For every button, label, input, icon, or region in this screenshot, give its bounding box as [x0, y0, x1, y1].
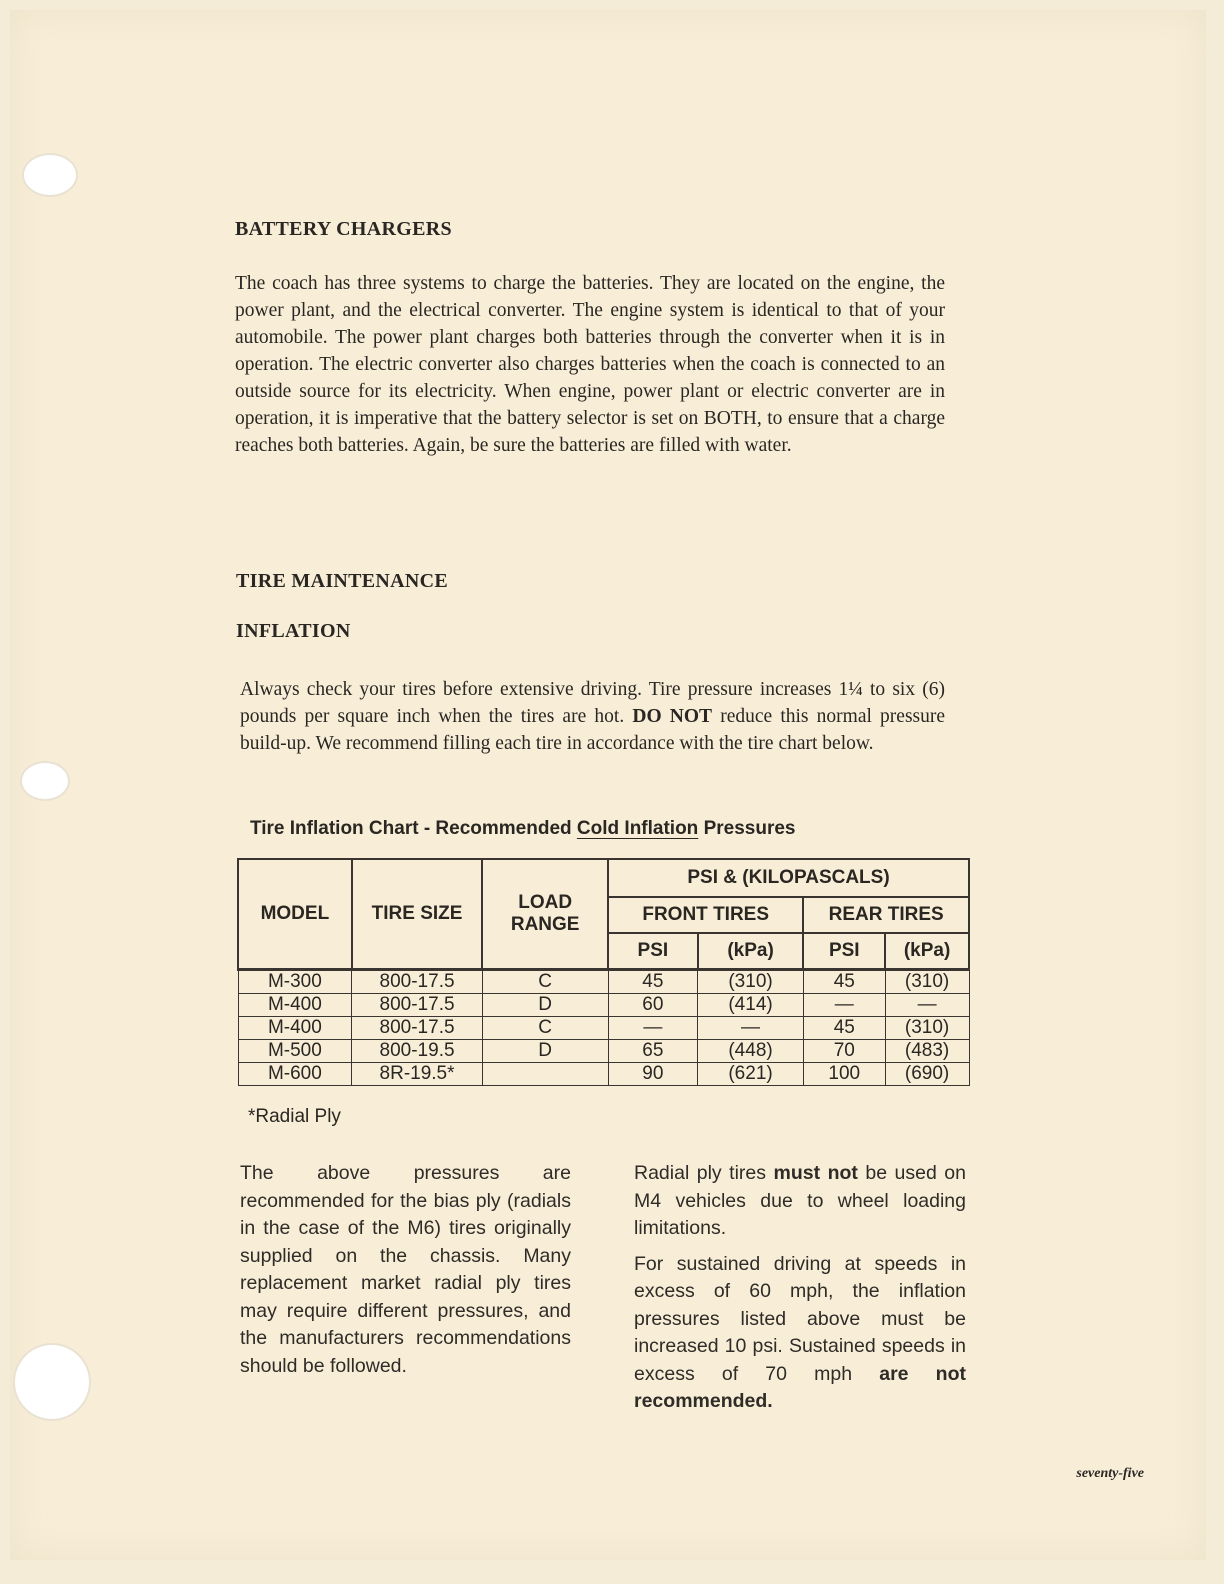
table-footnote: *Radial Ply	[248, 1106, 341, 1127]
cell-rear-kpa: (310)	[885, 970, 969, 994]
cell-load: D	[482, 994, 608, 1017]
cell-rear-psi: 70	[803, 1040, 885, 1063]
punch-hole-bottom	[15, 1345, 89, 1419]
cell-size: 800-17.5	[352, 970, 483, 994]
chart-title-part1: Tire Inflation Chart - Recommended	[250, 818, 572, 839]
inflation-body	[240, 676, 945, 757]
radial-note-part2: be used on M4 vehicles due to wheel loading limitations.	[634, 1162, 966, 1239]
cell-rear-kpa: —	[885, 994, 969, 1017]
radial-note-emphasis: must not	[773, 1162, 858, 1184]
battery-chargers-heading: BATTERY CHARGERS	[235, 218, 452, 240]
cell-front-psi: 90	[608, 1063, 698, 1086]
inflation-body-part1: Always check your tires before extensive driving. Tire pressure increases 1¼ to six (6) pounds per square inch when the tires are hot.	[240, 679, 945, 727]
speed-note-text: For sustained driving at speeds in excess of 60 mph, the inflation pressures listed above must be increased 10 psi. Sustained speeds in excess of 70 mph	[634, 1252, 966, 1385]
header-rear-kpa: (kPa)	[885, 933, 969, 970]
cell-rear-kpa: (310)	[885, 1017, 969, 1040]
table-row	[238, 994, 969, 1017]
page-sheet	[10, 10, 1206, 1560]
inflation-body-part2: reduce this normal pressure build-up. We recommend filling each tire in accordance with the tire chart below.	[240, 706, 946, 754]
cell-load: C	[482, 970, 608, 994]
table-row	[238, 1040, 969, 1063]
page-number: seventy-five	[1076, 1466, 1144, 1481]
cell-size: 800-17.5	[352, 994, 483, 1017]
cell-rear-psi: 100	[803, 1063, 885, 1086]
cell-load: D	[482, 1040, 608, 1063]
header-front-kpa: (kPa)	[698, 933, 804, 970]
cell-front-kpa: (448)	[698, 1040, 804, 1063]
chart-title-underlined: Cold Inflation	[576, 818, 699, 839]
notes-right-paragraph-2	[634, 1251, 966, 1416]
cell-model: M-400	[238, 1017, 352, 1040]
header-model: MODEL	[238, 859, 352, 970]
punch-hole-top	[24, 155, 76, 195]
cell-front-psi: 65	[608, 1040, 698, 1063]
notes-right-paragraph-1	[634, 1160, 966, 1243]
tire-maintenance-heading: TIRE MAINTENANCE	[236, 570, 449, 592]
inflation-body-emphasis: DO NOT	[632, 706, 713, 727]
speed-note-emphasis: are not recommended.	[634, 1362, 966, 1412]
cell-model: M-400	[238, 994, 352, 1017]
header-load-range: LOAD RANGE	[482, 859, 608, 970]
cell-rear-kpa: (483)	[885, 1040, 969, 1063]
cell-load	[482, 1063, 608, 1086]
chart-title	[250, 818, 795, 840]
cell-rear-psi: —	[803, 994, 885, 1017]
tire-inflation-table	[237, 858, 970, 1086]
table-row	[238, 1017, 969, 1040]
battery-chargers-body: The coach has three systems to charge the batteries. They are located on the engine, the power plant, and the electrical converter. The engine system is identical to that of your automobile. The power plant charges both batteries through the converter when it is in operation. The electric converter also charges batteries when the coach is connected to an outside source for its electricity. When engine, power plant or electric converter are in operation, it is imperative that the battery selector is set on BOTH, to ensure that a charge reaches both batteries. Again, be sure the batteries are filled with water.	[235, 273, 945, 456]
punch-hole-middle	[22, 763, 68, 799]
cell-size: 800-19.5	[352, 1040, 483, 1063]
cell-model: M-300	[238, 970, 352, 994]
header-front-tires: FRONT TIRES	[608, 897, 803, 933]
cell-front-kpa: (414)	[698, 994, 804, 1017]
radial-note-part1: Radial ply tires	[634, 1162, 767, 1184]
chart-title-part2: Pressures	[703, 818, 796, 839]
table-row	[238, 1063, 969, 1086]
cell-rear-psi: 45	[803, 970, 885, 994]
cell-size: 8R-19.5*	[352, 1063, 483, 1086]
cell-front-kpa: (621)	[698, 1063, 804, 1086]
cell-rear-kpa: (690)	[885, 1063, 969, 1086]
header-rear-tires: REAR TIRES	[803, 897, 969, 933]
inflation-subheading: INFLATION	[236, 620, 351, 642]
cell-front-kpa: (310)	[698, 970, 804, 994]
notes-right-column	[634, 1160, 966, 1424]
table-row	[238, 970, 969, 994]
header-tire-size: TIRE SIZE	[352, 859, 483, 970]
header-front-psi: PSI	[608, 933, 698, 970]
cell-front-kpa: —	[698, 1017, 804, 1040]
cell-load: C	[482, 1017, 608, 1040]
notes-left-column	[240, 1160, 571, 1388]
cell-rear-psi: 45	[803, 1017, 885, 1040]
cell-model: M-600	[238, 1063, 352, 1086]
header-psi-group: PSI & (KILOPASCALS)	[608, 859, 969, 897]
cell-front-psi: —	[608, 1017, 698, 1040]
cell-front-psi: 45	[608, 970, 698, 994]
cell-size: 800-17.5	[352, 1017, 483, 1040]
header-rear-psi: PSI	[803, 933, 885, 970]
cell-front-psi: 60	[608, 994, 698, 1017]
notes-left-paragraph: The above pressures are recommended for the bias ply (radials in the case of the M6) tires originally supplied on the chassis. Many replacement market radial ply tires may require different pressures, and the manufacturers recommendations should be followed.	[240, 1162, 571, 1377]
cell-model: M-500	[238, 1040, 352, 1063]
